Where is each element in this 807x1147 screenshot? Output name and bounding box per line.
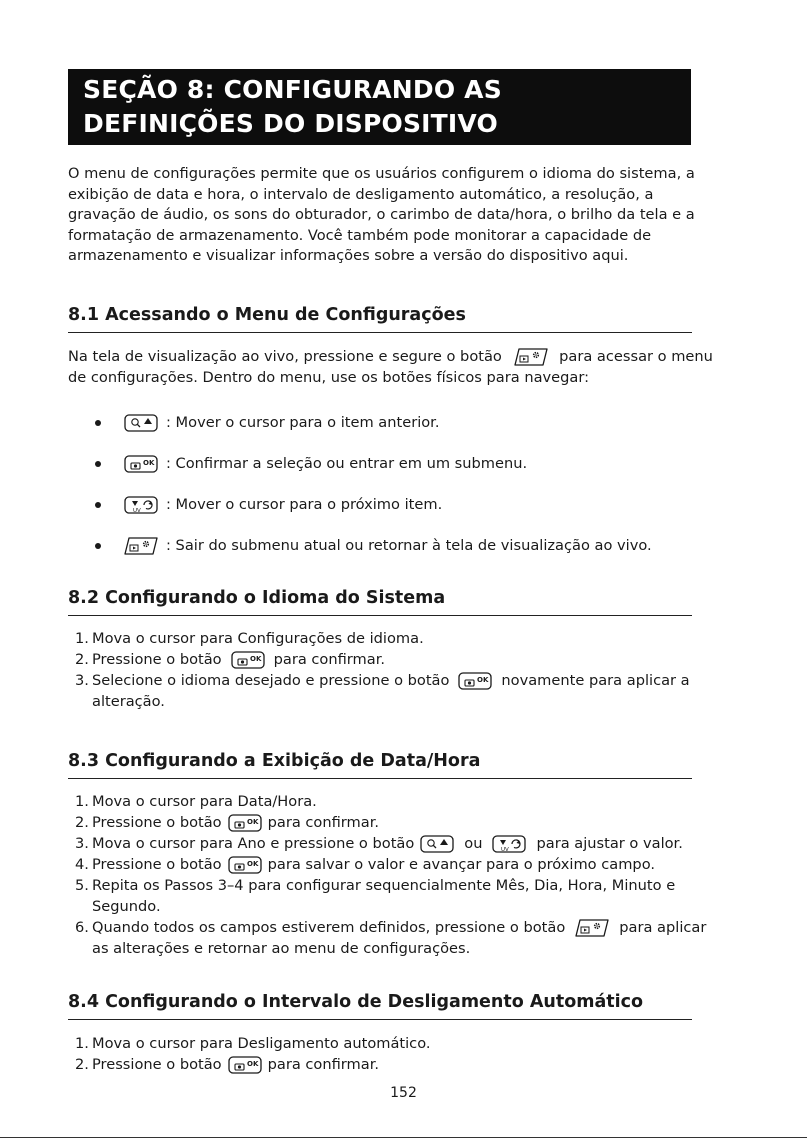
svg-text:OK: OK bbox=[143, 458, 155, 467]
step-number: 3. bbox=[75, 835, 89, 852]
step-item bbox=[75, 1033, 705, 1054]
heading-8-4: 8.4 Configurando o Intervalo de Desligamento Automático bbox=[68, 989, 692, 1020]
heading-8-2: 8.2 Configurando o Idioma do Sistema bbox=[68, 585, 692, 616]
list-item bbox=[95, 484, 695, 525]
zoom-up-button-icon bbox=[124, 414, 158, 432]
step-text: Mova o cursor para Ano e pressione o botão bbox=[92, 835, 415, 852]
intro-line: gravação de áudio, os sons do obturador, o carimbo de data/hora, o brilho da tela e a bbox=[68, 206, 695, 223]
step-text: Mova o cursor para Data/Hora. bbox=[92, 793, 317, 810]
step-text: para confirmar. bbox=[267, 814, 380, 831]
heading-8-1: 8.1 Acessando o Menu de Configurações bbox=[68, 302, 692, 333]
step-text: Mova o cursor para Desligamento automático. bbox=[92, 1035, 431, 1052]
camera-ok-button-icon bbox=[228, 1056, 262, 1074]
step-text: para confirmar. bbox=[273, 651, 386, 668]
step-text: Segundo. bbox=[92, 898, 161, 915]
step-text: para aplicar bbox=[619, 919, 707, 936]
step-item bbox=[75, 917, 705, 938]
step-text: alteração. bbox=[92, 693, 165, 710]
down-uv-button-icon bbox=[124, 496, 158, 514]
step-text: Pressione o botão bbox=[92, 1056, 222, 1073]
zoom-up-button-icon bbox=[420, 835, 454, 853]
svg-text:UV: UV bbox=[133, 507, 141, 514]
svg-text:UV: UV bbox=[501, 846, 510, 853]
list-item bbox=[95, 525, 695, 566]
step-text: para confirmar. bbox=[267, 1056, 380, 1073]
bullet-text: : Mover o cursor para o item anterior. bbox=[166, 414, 440, 431]
intro-line: armazenamento e visualizar informações sobre a versão do dispositivo aqui. bbox=[68, 247, 629, 264]
step-item bbox=[75, 649, 705, 670]
s83-steps bbox=[75, 791, 705, 959]
down-uv-button-icon bbox=[492, 835, 526, 853]
menu-settings-button-icon bbox=[575, 919, 609, 937]
step-text: ou bbox=[464, 835, 483, 852]
s82-steps bbox=[75, 628, 705, 712]
step-number: 1. bbox=[75, 793, 89, 810]
step-number: 5. bbox=[75, 877, 89, 894]
section-title-banner bbox=[68, 69, 691, 145]
camera-ok-button-icon bbox=[228, 814, 262, 832]
step-number: 4. bbox=[75, 856, 89, 873]
menu-settings-button-icon bbox=[124, 537, 158, 555]
step-text: Pressione o botão bbox=[92, 814, 222, 831]
step-number: 1. bbox=[75, 1035, 89, 1052]
bullet-text: : Confirmar a seleção ou entrar em um submenu. bbox=[166, 455, 528, 472]
step-item bbox=[75, 812, 705, 833]
bullet-dot bbox=[95, 461, 101, 467]
bottom-divider bbox=[0, 1137, 807, 1138]
section-title-line-1: SEÇÃO 8: CONFIGURANDO AS bbox=[83, 75, 502, 104]
list-item bbox=[95, 443, 695, 484]
list-item bbox=[95, 402, 695, 443]
step-text: Pressione o botão bbox=[92, 856, 222, 873]
svg-text:OK: OK bbox=[246, 817, 258, 826]
step-text: para ajustar o valor. bbox=[536, 835, 683, 852]
bullet-text: : Sair do submenu atual ou retornar à tela de visualização ao vivo. bbox=[166, 537, 652, 554]
intro-paragraph bbox=[68, 164, 698, 267]
step-item bbox=[75, 670, 705, 691]
step-text: novamente para aplicar a bbox=[501, 672, 690, 689]
step-text: para salvar o valor e avançar para o próximo campo. bbox=[267, 856, 656, 873]
svg-text:OK: OK bbox=[246, 859, 258, 868]
heading-8-3: 8.3 Configurando a Exibição de Data/Hora bbox=[68, 748, 692, 779]
camera-ok-button-icon bbox=[231, 651, 265, 669]
step-item bbox=[75, 854, 705, 875]
s81-paragraph bbox=[68, 346, 713, 388]
step-text: Pressione o botão bbox=[92, 651, 222, 668]
svg-text:OK: OK bbox=[477, 675, 489, 684]
step-number: 1. bbox=[75, 630, 89, 647]
s81-text: de configurações. Dentro do menu, use os botões físicos para navegar: bbox=[68, 369, 589, 386]
navigation-button-list bbox=[95, 402, 695, 566]
section-title-line-2: DEFINIÇÕES DO DISPOSITIVO bbox=[83, 109, 498, 138]
step-text: Repita os Passos 3–4 para configurar sequencialmente Mês, Dia, Hora, Minuto e bbox=[92, 877, 676, 894]
svg-text:OK: OK bbox=[246, 1059, 258, 1068]
intro-line: exibição de data e hora, o intervalo de desligamento automático, a resolução, a bbox=[68, 185, 654, 203]
step-text: Selecione o idioma desejado e pressione o botão bbox=[92, 672, 450, 689]
step-number: 2. bbox=[75, 814, 89, 831]
intro-line: formatação de armazenamento. Você também pode monitorar a capacidade de bbox=[68, 226, 652, 244]
step-text: Mova o cursor para Configurações de idioma. bbox=[92, 630, 424, 647]
camera-ok-button-icon bbox=[124, 455, 158, 473]
bullet-dot bbox=[95, 420, 101, 426]
camera-ok-button-icon bbox=[228, 856, 262, 874]
step-number: 6. bbox=[75, 919, 89, 936]
step-item bbox=[75, 628, 705, 649]
step-item bbox=[75, 833, 705, 854]
s81-text: para acessar o menu bbox=[559, 348, 713, 365]
camera-ok-button-icon bbox=[458, 672, 492, 690]
intro-line: O menu de configurações permite que os usuários configurem o idioma do sistema, a bbox=[68, 165, 695, 182]
step-item bbox=[75, 875, 705, 896]
s81-text: Na tela de visualização ao vivo, pressione e segure o botão bbox=[68, 348, 502, 365]
bullet-dot bbox=[95, 543, 101, 549]
bullet-text: : Mover o cursor para o próximo item. bbox=[166, 496, 443, 513]
menu-settings-button-icon bbox=[514, 348, 548, 366]
page-number: 152 bbox=[390, 1085, 417, 1101]
step-item bbox=[75, 791, 705, 812]
svg-text:OK: OK bbox=[249, 654, 261, 663]
step-number: 3. bbox=[75, 672, 89, 689]
step-text: Quando todos os campos estiverem definidos, pressione o botão bbox=[92, 919, 566, 936]
step-text: as alterações e retornar ao menu de configurações. bbox=[92, 940, 471, 957]
s84-steps bbox=[75, 1033, 705, 1075]
step-number: 2. bbox=[75, 1056, 89, 1073]
bullet-dot bbox=[95, 502, 101, 508]
step-number: 2. bbox=[75, 651, 89, 668]
step-item bbox=[75, 1054, 705, 1075]
